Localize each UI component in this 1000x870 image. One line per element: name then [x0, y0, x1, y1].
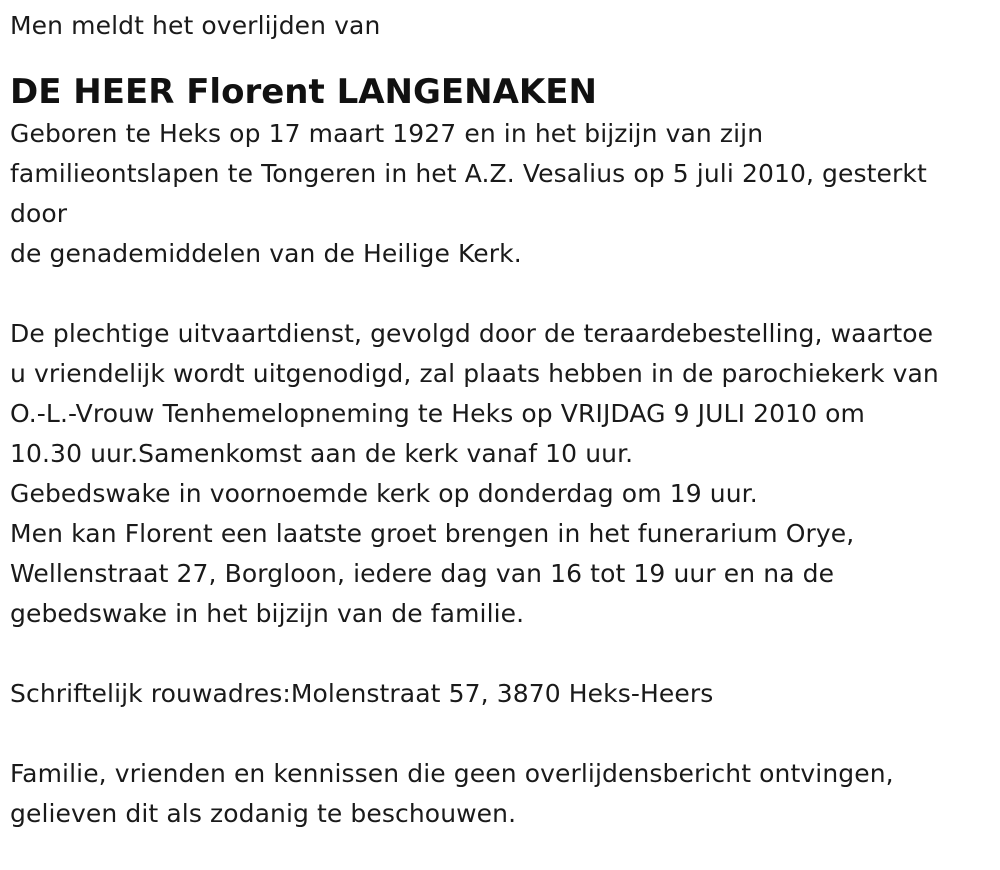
paragraph-line: gebedswake in het bijzijn van de familie. — [10, 599, 525, 628]
paragraph-line: O.-L.-Vrouw Tenhemelopneming te Heks op VRIJDAG 9 JULI 2010 om — [10, 399, 866, 428]
paragraph-line: gelieven dit als zodanig te beschouwen. — [10, 799, 517, 828]
paragraph-line: door — [10, 199, 68, 228]
paragraph-line: familieontslapen te Tongeren in het A.Z. Vesalius op 5 juli 2010, gesterkt — [10, 159, 927, 188]
paragraph-line: De plechtige uitvaartdienst, gevolgd door de teraardebestelling, waartoe — [10, 319, 934, 348]
paragraph-spacer — [10, 274, 990, 314]
paragraph-line: 10.30 uur.Samenkomst aan de kerk vanaf 10 uur. — [10, 439, 634, 468]
birth-death-paragraph — [10, 114, 990, 274]
mourning-address: Schriftelijk rouwadres:Molenstraat 57, 3870 Heks-Heers — [10, 679, 714, 708]
paragraph-line: Men kan Florent een laatste groet brengen in het funerarium Orye, — [10, 519, 855, 548]
deceased-name: DE HEER Florent LANGENAKEN — [10, 72, 597, 112]
paragraph-line: Familie, vrienden en kennissen die geen overlijdensbericht ontvingen, — [10, 759, 894, 788]
paragraph-line: Geboren te Heks op 17 maart 1927 en in het bijzijn van zijn — [10, 119, 764, 148]
funeral-service-paragraph — [10, 314, 990, 634]
closing-paragraph — [10, 754, 990, 834]
paragraph-line: Gebedswake in voornoemde kerk op donderdag om 19 uur. — [10, 479, 758, 508]
paragraph-spacer — [10, 634, 990, 674]
paragraph-line: Wellenstraat 27, Borgloon, iedere dag van 16 tot 19 uur en na de — [10, 559, 835, 588]
paragraph-line: de genademiddelen van de Heilige Kerk. — [10, 239, 522, 268]
paragraph-line: u vriendelijk wordt uitgenodigd, zal plaats hebben in de parochiekerk van — [10, 359, 939, 388]
paragraph-spacer — [10, 714, 990, 754]
intro-text: Men meldt het overlijden van — [10, 11, 381, 40]
